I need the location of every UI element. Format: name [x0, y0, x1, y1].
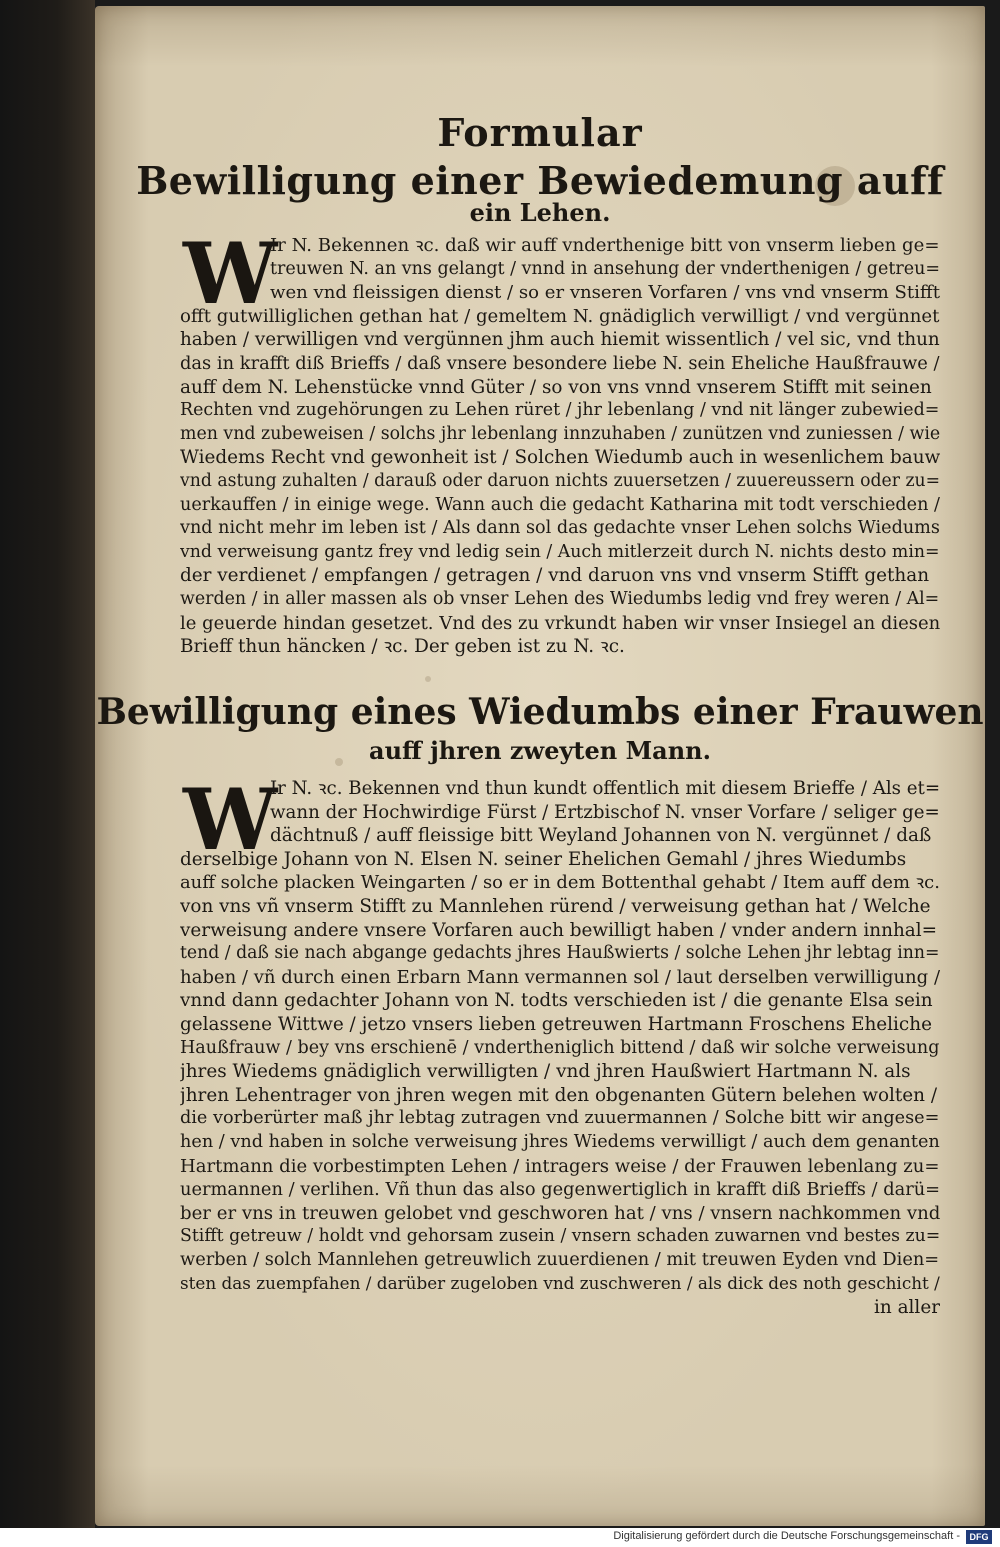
section1-initial: W — [183, 224, 278, 323]
text-line: werden / in aller massen als ob vnser Lehen des Wiedumbs ledig vnd frey weren / Al= — [180, 588, 940, 609]
footer-bar — [0, 1528, 1000, 1547]
section1-title-line1: Formular — [437, 110, 643, 155]
text-line: dächtnuß / auff fleissige bitt Weyland Johannen von N. vergünnet / daß — [270, 825, 932, 847]
text-line: gelassene Wittwe / jetzo vnsers lieben getreuwen Hartmann Froschens Eheliche — [180, 1013, 932, 1035]
text-line: Ir N. Bekennen ꝛc. daß wir auff vnderthenige bitt von vnserm lieben ge= — [270, 235, 940, 256]
text-line: der verdienet / empfangen / getragen / vnd daruon vns vnd vnserm Stifft gethan — [180, 565, 930, 587]
text-line: auff dem N. Lehenstücke vnnd Güter / so von vns vnnd vnserem Stifft mit seinen — [180, 376, 932, 398]
text-line: auff solche placken Weingarten / so er in dem Bottenthal gehabt / Item auff dem ꝛc. — [180, 872, 940, 894]
text-line: vnd astung zuhalten / darauß oder daruon nichts zuuersetzen / zuuereussern oder zu= — [180, 470, 940, 491]
section1-title-line3: ein Lehen. — [469, 198, 611, 227]
text-line: haben / verwilligen vnd vergünnen jhm auch hiemit wissentlich / vel sic, vnd thun — [180, 329, 940, 351]
dfg-logo: DFG — [966, 1530, 992, 1544]
text-line: sten das zuempfahen / darüber zugeloben vnd zuschweren / als dick des noth geschicht / — [180, 1273, 940, 1294]
section1-body — [180, 224, 940, 674]
text-line: uermannen / verlihen. Vñ thun das also gegenwertiglich in krafft diß Brieffs / darü= — [180, 1179, 940, 1201]
section1-title-line2: Bewilligung einer Bewiedemung auff — [136, 158, 944, 203]
text-line: verweisung andere vnsere Vorfaren auch bewilligt haben / vnder andern innhal= — [180, 919, 938, 941]
text-line: Stifft getreuw / holdt vnd gehorsam zusein / vnsern schaden zuwarnen vnd bestes zu= — [180, 1226, 940, 1247]
text-line: werben / solch Mannlehen getreuwlich zuuerdienen / mit treuwen Eyden vnd Dien= — [180, 1249, 940, 1270]
footer-credit: Digitalisierung gefördert durch die Deutsche Forschungsgemeinschaft - — [613, 1530, 960, 1542]
text-line: wann der Hochwirdige Fürst / Ertzbischof N. vnser Vorfare / seliger ge= — [270, 801, 940, 823]
text-line: Ir N. ꝛc. Bekennen vnd thun kundt offentlich mit diesem Brieffe / Als et= — [270, 778, 940, 799]
text-line: derselbige Johann von N. Elsen N. seiner Ehelichen Gemahl / jhres Wiedumbs — [180, 848, 907, 870]
section2-body — [180, 770, 940, 1517]
text-line: le geuerde hindan gesetzet. Vnd des zu vrkundt haben wir vnser Insiegel an diesen — [180, 612, 940, 634]
book-gutter — [0, 0, 95, 1528]
text-line: von vns vñ vnserm Stifft zu Mannlehen rürend / verweisung gethan hat / Welche — [180, 895, 931, 917]
text-line: vnd nicht mehr im leben ist / Als dann sol das gedachte vnser Lehen solchs Wiedums — [180, 518, 940, 539]
text-line: Haußfrauw / bey vns erschienē / vndertheniglich bittend / daß wir solche verweisung — [180, 1037, 940, 1058]
text-line: Wiedems Recht vnd gewonheit ist / Solchen Wiedumb auch in wesenlichem bauw — [180, 447, 940, 469]
text-line: jhren Lehentrager von jhren wegen mit den obgenanten Gütern belehen wolten / — [180, 1084, 938, 1106]
text-line: vnnd dann gedachter Johann von N. todts verschieden ist / die genante Elsa sein — [180, 990, 933, 1012]
text-line: Rechten vnd zugehörungen zu Lehen rüret / jhr lebenlang / vnd nit länger zubewied= — [180, 400, 940, 421]
text-line: wen vnd fleissigen dienst / so er vnseren Vorfaren / vns vnd vnserm Stifft — [270, 282, 940, 304]
text-line: jhres Wiedems gnädiglich verwilligten / vnd jhren Haußwiert Hartmann N. als — [180, 1061, 911, 1083]
section2-initial: W — [183, 770, 278, 869]
text-line: hen / vnd haben in solche verweisung jhres Wiedems verwilligt / auch dem genanten — [180, 1131, 940, 1152]
text-line: offt gutwilliglichen gethan hat / gemeltem N. gnädiglich verwilligt / vnd vergünnet — [180, 305, 940, 327]
text-line: die vorberürter maß jhr lebtag zutragen vnd zuuermannen / Solche bitt wir angese= — [180, 1108, 940, 1129]
text-line: Brieff thun häncken / ꝛc. Der geben ist zu N. ꝛc. — [180, 636, 625, 658]
text-line: Hartmann die vorbestimpten Lehen / intragers weise / der Frauwen lebenlang zu= — [180, 1155, 940, 1177]
text-line: vnd verweisung gantz frey vnd ledig sein / Auch mitlerzeit durch N. nichts desto min= — [180, 541, 940, 562]
text-line: haben / vñ durch einen Erbarn Mann vermannen sol / laut derselben verwilligung / — [180, 966, 940, 988]
text-line: ber er vns in treuwen gelobet vnd geschworen hat / vns / vnsern nachkommen vnd — [180, 1202, 940, 1224]
text-line: das in krafft diß Brieffs / daß vnsere besondere liebe N. sein Eheliche Haußfrauwe / — [180, 352, 940, 374]
text-line: tend / daß sie nach abgange gedachts jhres Haußwierts / solche Lehen jhr lebtag inn= — [180, 943, 940, 964]
section2-title-line1: Bewilligung eines Wiedumbs einer Frauwen — [96, 691, 984, 733]
text-line: in aller — [874, 1297, 940, 1319]
section2-title-line2: auff jhren zweyten Mann. — [369, 736, 711, 765]
page-stain — [425, 676, 431, 682]
text-line: treuwen N. an vns gelangt / vnnd in ansehung der vnderthenigen / getreu= — [270, 258, 940, 279]
text-line: men vnd zubeweisen / solchs jhr lebenlang innzuhaben / zunützen vnd zuniessen / wie — [180, 423, 940, 444]
text-line: uerkauffen / in einige wege. Wann auch die gedacht Katharina mit todt verschieden / — [180, 494, 940, 515]
